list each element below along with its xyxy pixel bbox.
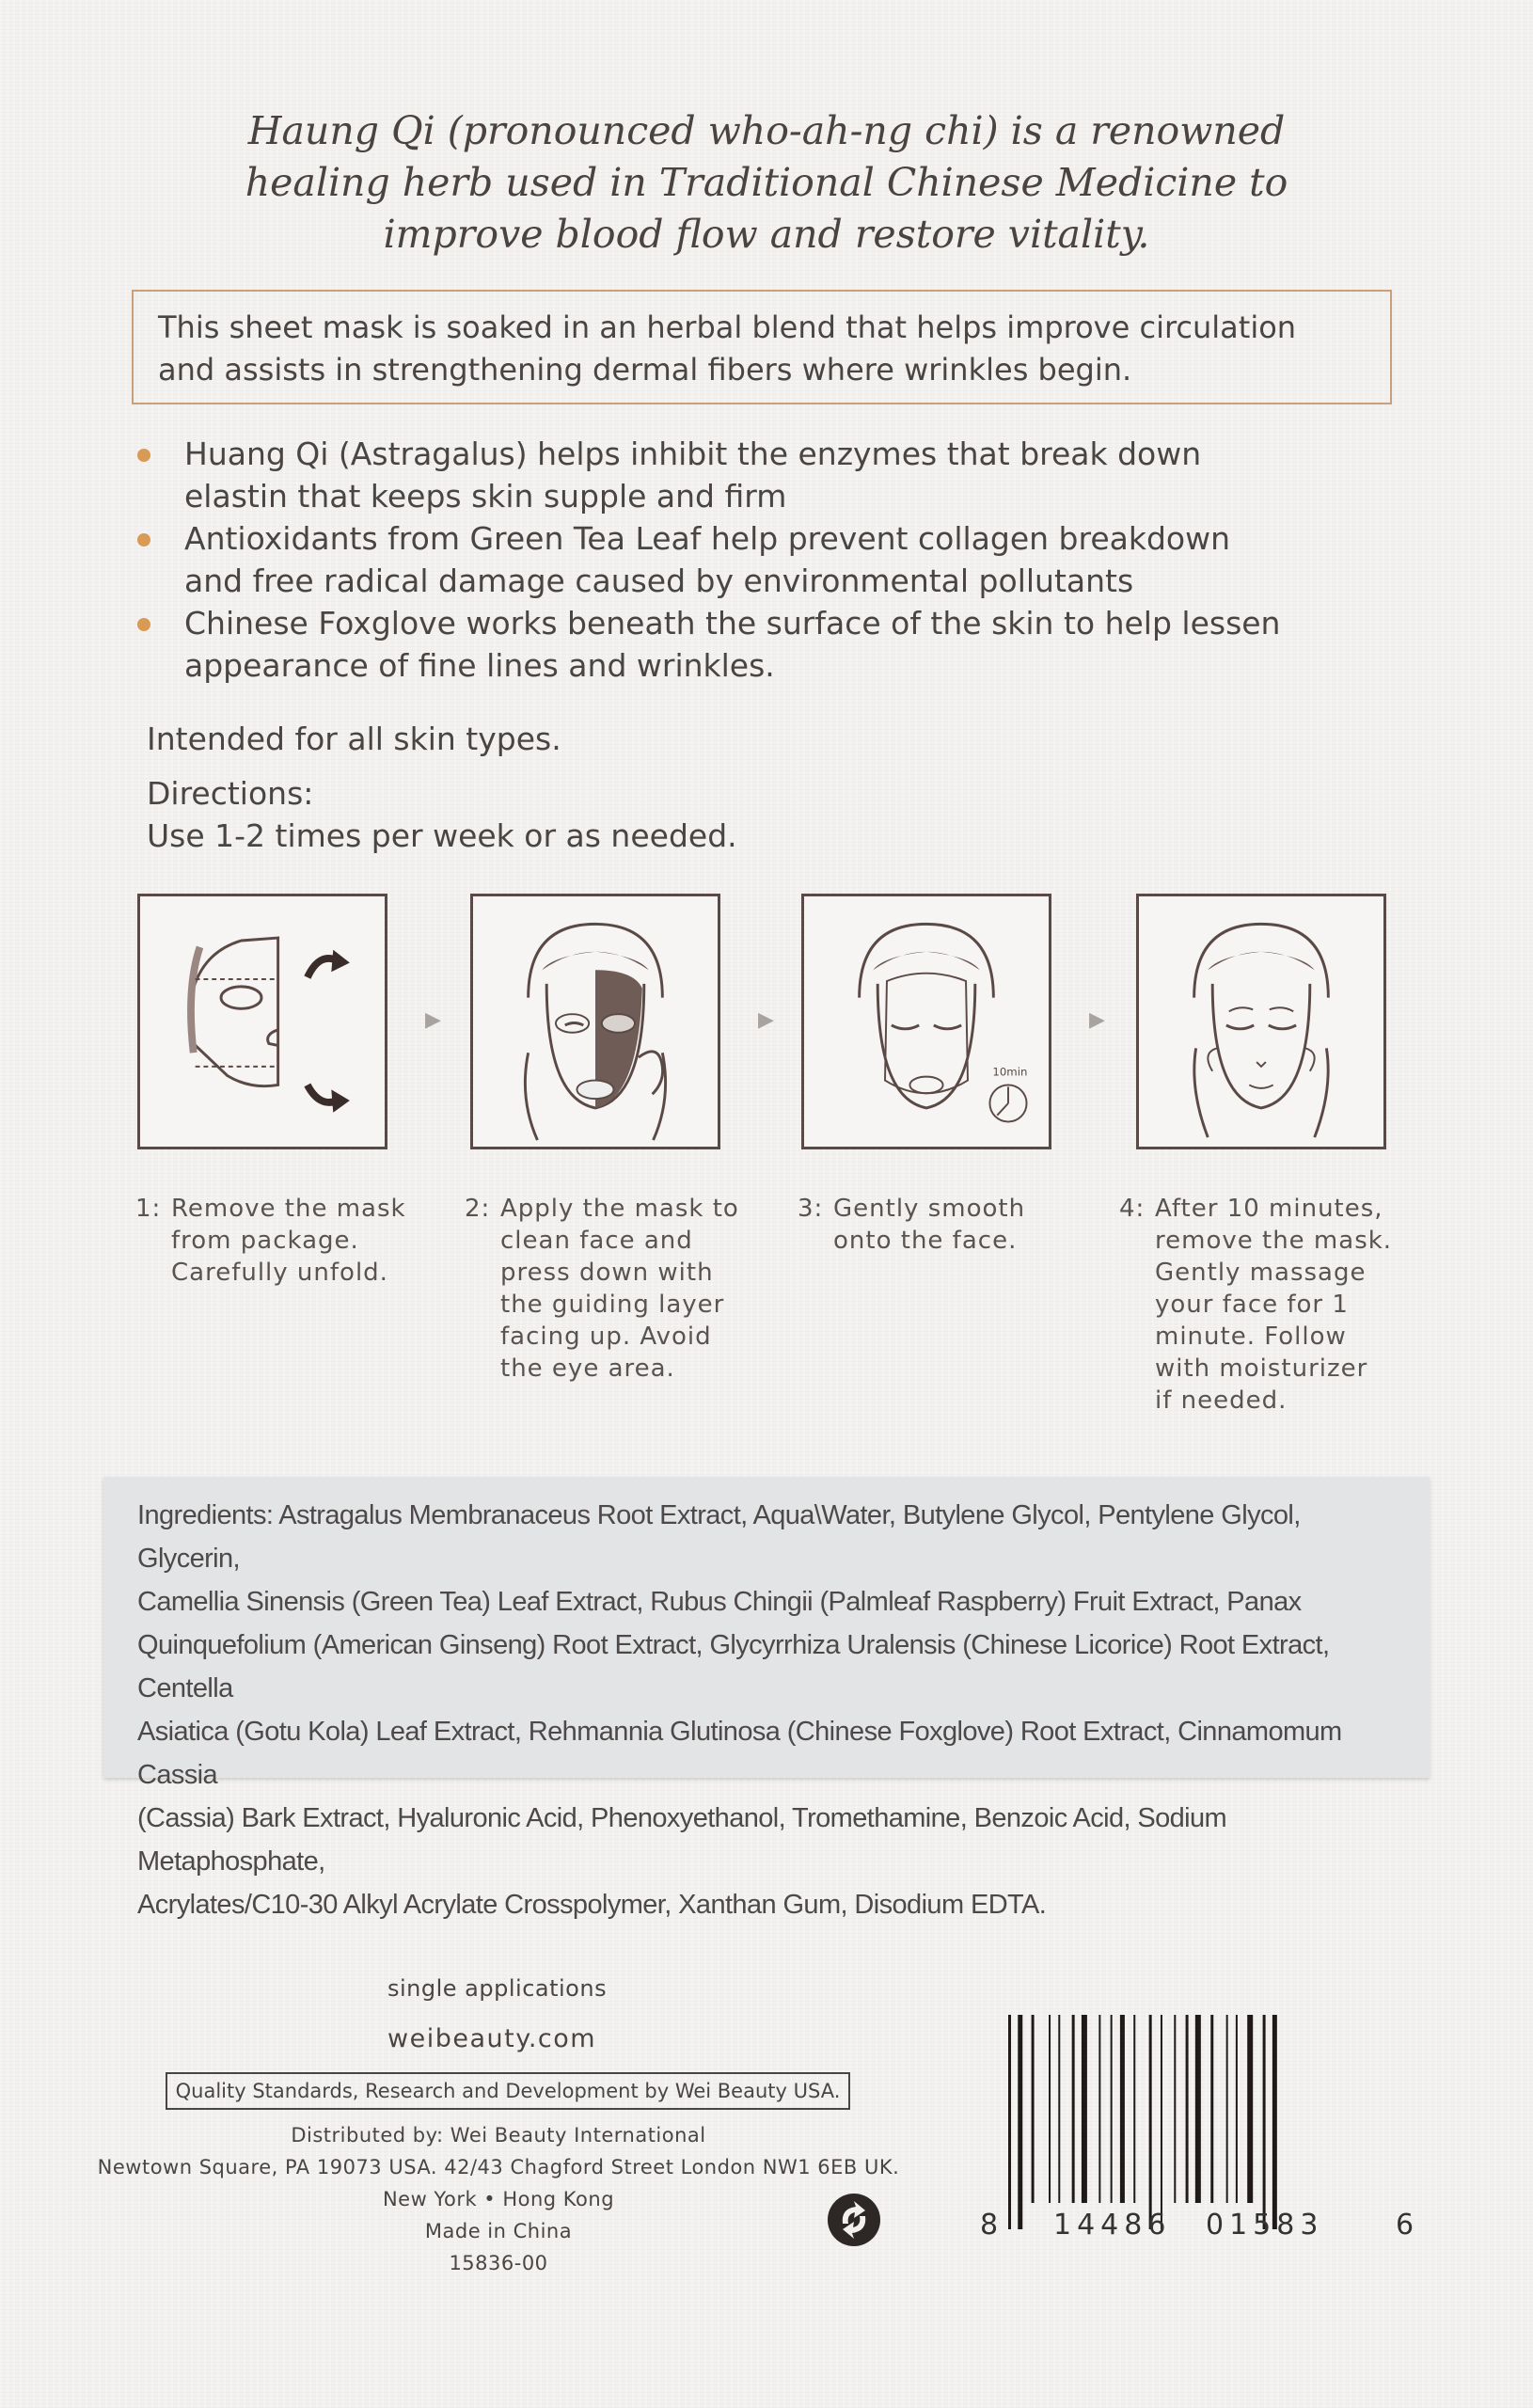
- distributor-line: Distributed by: Wei Beauty International: [291, 2124, 706, 2147]
- barcode-first-digit: 8: [980, 2209, 1004, 2242]
- step-arrow-icon: ▶: [425, 1008, 441, 1032]
- barcode-bar: [1072, 2015, 1075, 2203]
- description-callout: [132, 290, 1392, 404]
- step-line: press down with: [500, 1259, 714, 1287]
- barcode-bar: [1263, 2015, 1266, 2229]
- ingredients-line: Asiatica (Gotu Kola) Leaf Extract, Rehmannia Glutinosa (Chinese Foxglove) Root Extract, Cinnamomum Cassia: [137, 1717, 1342, 1790]
- headline: [132, 105, 1401, 261]
- barcode-last-digit: 6: [1396, 2209, 1420, 2242]
- barcode-bar: [1149, 2015, 1152, 2229]
- step-3-text: [798, 1193, 1080, 1257]
- bullet-dot-icon: [137, 449, 150, 462]
- quality-statement: Quality Standards, Research and Development by Wei Beauty USA.: [166, 2072, 850, 2110]
- step-2-illustration: [470, 894, 720, 1149]
- barcode-right-digits: 01583: [1206, 2209, 1324, 2242]
- barcode-bar: [1111, 2015, 1113, 2203]
- step-line: the guiding layer: [500, 1291, 725, 1319]
- barcode-bar: [1210, 2015, 1213, 2203]
- barcode-bar: [1032, 2015, 1035, 2203]
- barcode-bar: [1133, 2015, 1135, 2203]
- benefit-item: [184, 433, 1369, 517]
- massage-face-icon: [1139, 896, 1383, 1147]
- ingredients-line: Ingredients: Astragalus Membranaceus Root Extract, Aqua\Water, Butylene Glycol, Pentylene Glycol, Glycerin,: [137, 1500, 1301, 1574]
- step-number: 2:: [465, 1195, 491, 1223]
- website-link[interactable]: weibeauty.com: [387, 2024, 597, 2053]
- ingredients-panel: [103, 1477, 1430, 1920]
- unfold-mask-icon: [140, 896, 385, 1147]
- barcode-bar: [1186, 2015, 1189, 2203]
- benefits-list: [184, 433, 1369, 687]
- step-line: if needed.: [1155, 1386, 1288, 1415]
- skin-types: Intended for all skin types.: [147, 721, 561, 757]
- step-line: Remove the mask: [171, 1195, 406, 1223]
- barcode-bar: [1161, 2015, 1162, 2229]
- step-line: with moisturizer: [1155, 1354, 1368, 1383]
- step-line: clean face and: [500, 1227, 693, 1255]
- step-3-illustration: [801, 894, 1051, 1149]
- headline-line: improve blood flow and restore vitality.: [383, 212, 1150, 257]
- step-1-illustration: [137, 894, 387, 1149]
- barcode-bar: [1120, 2015, 1125, 2203]
- step-arrow-icon: ▶: [1089, 1008, 1105, 1032]
- recycle-icon: [826, 2192, 882, 2248]
- bullet-dot-icon: [137, 618, 150, 631]
- barcode-left-digits: 14486: [1053, 2209, 1172, 2242]
- ingredients-line: Acrylates/C10-30 Alkyl Acrylate Crosspolymer, Xanthan Gum, Disodium EDTA.: [137, 1890, 1047, 1920]
- barcode-bar: [1236, 2015, 1238, 2203]
- benefit-line: Huang Qi (Astragalus) helps inhibit the enzymes that break down: [184, 436, 1202, 472]
- benefit-line: Antioxidants from Green Tea Leaf help prevent collagen breakdown: [184, 520, 1230, 557]
- made-in-line: Made in China: [424, 2220, 573, 2242]
- benefit-item: [184, 517, 1369, 602]
- barcode-bar: [1247, 2015, 1253, 2203]
- barcode-bar: [1008, 2015, 1011, 2229]
- barcode-bar: [1058, 2015, 1060, 2203]
- callout-line: and assists in strengthening dermal fibers where wrinkles begin.: [158, 352, 1132, 388]
- step-number: 1:: [135, 1195, 162, 1223]
- step-4-text: [1119, 1193, 1430, 1417]
- step-line: Apply the mask to: [500, 1195, 739, 1223]
- ingredients-line: (Cassia) Bark Extract, Hyaluronic Acid, Phenoxyethanol, Tromethamine, Benzoic Acid, Sodium Metaphosphate,: [137, 1803, 1227, 1877]
- headline-line: healing herb used in Traditional Chinese Medicine to: [245, 160, 1288, 205]
- barcode-bar: [1226, 2015, 1228, 2203]
- benefit-line: appearance of fine lines and wrinkles.: [184, 647, 775, 684]
- step-1-text: [135, 1193, 418, 1289]
- callout-line: This sheet mask is soaked in an herbal blend that helps improve circulation: [158, 309, 1297, 345]
- step-4-illustration: [1136, 894, 1386, 1149]
- step-number: 4:: [1119, 1195, 1146, 1223]
- barcode-bar: [1018, 2015, 1022, 2229]
- benefit-line: elastin that keeps skin supple and firm: [184, 478, 787, 515]
- ingredients-line: Quinquefolium (American Ginseng) Root Extract, Glycyrrhiza Uralensis (Chinese Licorice) Root Extract, Centella: [137, 1630, 1330, 1703]
- step-line: your face for 1: [1155, 1291, 1349, 1319]
- benefit-line: Chinese Foxglove works beneath the surface of the skin to help lessen: [184, 605, 1281, 642]
- barcode-bar: [1174, 2015, 1176, 2203]
- step-line: from package.: [171, 1227, 359, 1255]
- barcode-bar: [1195, 2015, 1201, 2203]
- step-2-text: [465, 1193, 766, 1385]
- barcode: [1006, 2015, 1383, 2231]
- barcode-bar: [1098, 2015, 1100, 2203]
- step-line: onto the face.: [833, 1227, 1018, 1255]
- single-applications: single applications: [387, 1975, 608, 2002]
- headline-line: Haung Qi (pronounced who-ah-ng chi) is a renowned: [247, 108, 1286, 153]
- benefit-item: [184, 602, 1369, 687]
- benefit-line: and free radical damage caused by environmental pollutants: [184, 562, 1134, 599]
- product-code: 15836-00: [449, 2252, 548, 2274]
- barcode-bar: [1082, 2015, 1087, 2203]
- barcode-bar: [1272, 2015, 1277, 2229]
- step-line: minute. Follow: [1155, 1323, 1347, 1351]
- smooth-mask-icon: [804, 896, 1049, 1147]
- step-line: the eye area.: [500, 1354, 675, 1383]
- step-line: Gently smooth: [833, 1195, 1026, 1223]
- barcode-bar: [1049, 2015, 1051, 2203]
- step-line: Gently massage: [1155, 1259, 1367, 1287]
- cities-line: New York • Hong Kong: [382, 2188, 615, 2210]
- step-line: remove the mask.: [1155, 1227, 1393, 1255]
- step-line: facing up. Avoid: [500, 1323, 712, 1351]
- directions-label: Directions:: [147, 775, 314, 812]
- distribution-info: [94, 2119, 903, 2279]
- step-line: After 10 minutes,: [1155, 1195, 1383, 1223]
- ingredients-line: Camellia Sinensis (Green Tea) Leaf Extract, Rubus Chingii (Palmleaf Raspberry) Fruit Extract, Panax: [137, 1587, 1302, 1617]
- address-line: Newtown Square, PA 19073 USA. 42/43 Chagford Street London NW1 6EB UK.: [97, 2156, 900, 2178]
- directions-frequency: Use 1-2 times per week or as needed.: [147, 817, 737, 854]
- timer-label: 10min: [992, 1065, 1028, 1079]
- bullet-dot-icon: [137, 533, 150, 547]
- step-number: 3:: [798, 1195, 824, 1223]
- step-arrow-icon: ▶: [758, 1008, 774, 1032]
- apply-mask-icon: [473, 896, 718, 1147]
- step-line: Carefully unfold.: [171, 1259, 388, 1287]
